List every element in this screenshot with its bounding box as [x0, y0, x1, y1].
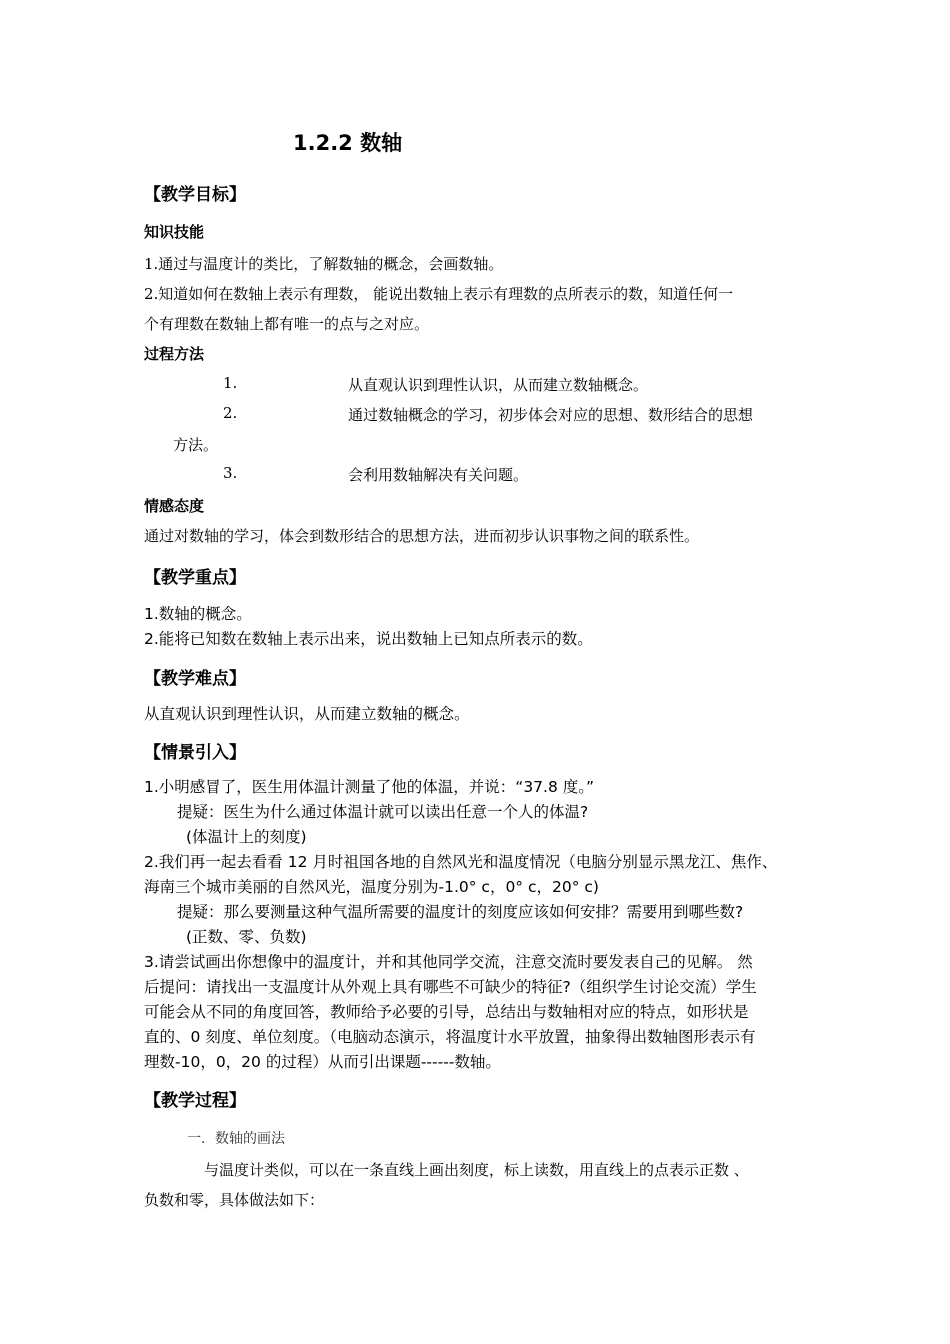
intro-question-2: 提疑：那么要测量这种气温所需要的温度计的刻度应该如何安排？需要用到哪些数?: [177, 903, 744, 921]
intro-answer-1: (体温计上的刻度): [186, 828, 307, 846]
intro-paragraph-3-line-1: 3.请尝试画出你想像中的温度计，并和其他同学交流，注意交流时要发表自己的见解。 然: [144, 953, 753, 971]
process-item-text: 通过数轴概念的学习，初步体会对应的思想、数形结合的思想: [348, 406, 754, 424]
intro-paragraph-3-line-5: 理数-10，0，20 的过程）从而引出课题------数轴。: [144, 1053, 501, 1071]
section-heading-objectives: 【教学目标】: [144, 185, 246, 205]
subheading-attitude: 情感态度: [144, 497, 205, 515]
knowledge-item-1: 1.通过与温度计的类比，了解数轴的概念，会画数轴。: [144, 255, 504, 273]
subheading-knowledge: 知识技能: [144, 223, 205, 241]
difficulty-text: 从直观认识到理性认识，从而建立数轴的概念。: [144, 705, 470, 723]
process-paragraph-1-line-1: 与温度计类似，可以在一条直线上画出刻度，标上读数，用直线上的点表示正数 、: [204, 1161, 749, 1179]
intro-paragraph-2-line-2: 海南三个城市美丽的自然风光，温度分别为-1.0° c，0° c，20° c): [144, 878, 599, 896]
intro-paragraph-1: 1.小明感冒了，医生用体温计测量了他的体温，并说：“37.8 度。”: [144, 778, 595, 796]
intro-paragraph-2-line-1: 2.我们再一起去看看 12 月时祖国各地的自然风光和温度情况（电脑分别显示黑龙江、焦作、: [144, 853, 778, 871]
process-subheading-1: 一．数轴的画法: [187, 1131, 285, 1147]
process-item-text: 从直观认识到理性认识，从而建立数轴概念。: [348, 376, 649, 394]
knowledge-item-2-line-2: 个有理数在数轴上都有唯一的点与之对应。: [144, 315, 430, 333]
subheading-process: 过程方法: [144, 345, 205, 363]
intro-question-1: 提疑：医生为什么通过体温计就可以读出任意一个人的体温?: [177, 803, 589, 821]
process-item-number: 3.: [223, 464, 238, 482]
knowledge-item-2-line-1: 2.知道如何在数轴上表示有理数， 能说出数轴上表示有理数的点所表示的数，知道任何一: [144, 285, 734, 303]
intro-paragraph-3-line-4: 直的、0 刻度、单位刻度。（电脑动态演示，将温度计水平放置，抽象得出数轴图形表示有: [144, 1028, 756, 1046]
section-heading-process: 【教学过程】: [144, 1091, 246, 1111]
key-point-item-1: 1.数轴的概念。: [144, 605, 252, 623]
section-heading-key-points: 【教学重点】: [144, 568, 246, 588]
section-heading-difficulties: 【教学难点】: [144, 669, 246, 689]
page-title: 1.2.2 数轴: [293, 131, 403, 155]
intro-paragraph-3-line-2: 后提问：请找出一支温度计从外观上具有哪些不可缺少的特征?（组织学生讨论交流）学生: [144, 978, 757, 996]
intro-answer-2: (正数、零、负数): [186, 928, 307, 946]
process-item-number: 2.: [223, 404, 238, 422]
process-item-continuation: 方法。: [173, 436, 219, 454]
process-paragraph-1-line-2: 负数和零，具体做法如下：: [144, 1191, 325, 1209]
intro-paragraph-3-line-3: 可能会从不同的角度回答，教师给予必要的引导，总结出与数轴相对应的特点，如形状是: [144, 1003, 749, 1021]
section-heading-intro: 【情景引入】: [144, 743, 246, 763]
process-item-number: 1.: [223, 374, 238, 392]
process-item-text: 会利用数轴解决有关问题。: [348, 466, 529, 484]
key-point-item-2: 2.能将已知数在数轴上表示出来，说出数轴上已知点所表示的数。: [144, 630, 593, 648]
attitude-text: 通过对数轴的学习，体会到数形结合的思想方法，进而初步认识事物之间的联系性。: [144, 527, 700, 545]
